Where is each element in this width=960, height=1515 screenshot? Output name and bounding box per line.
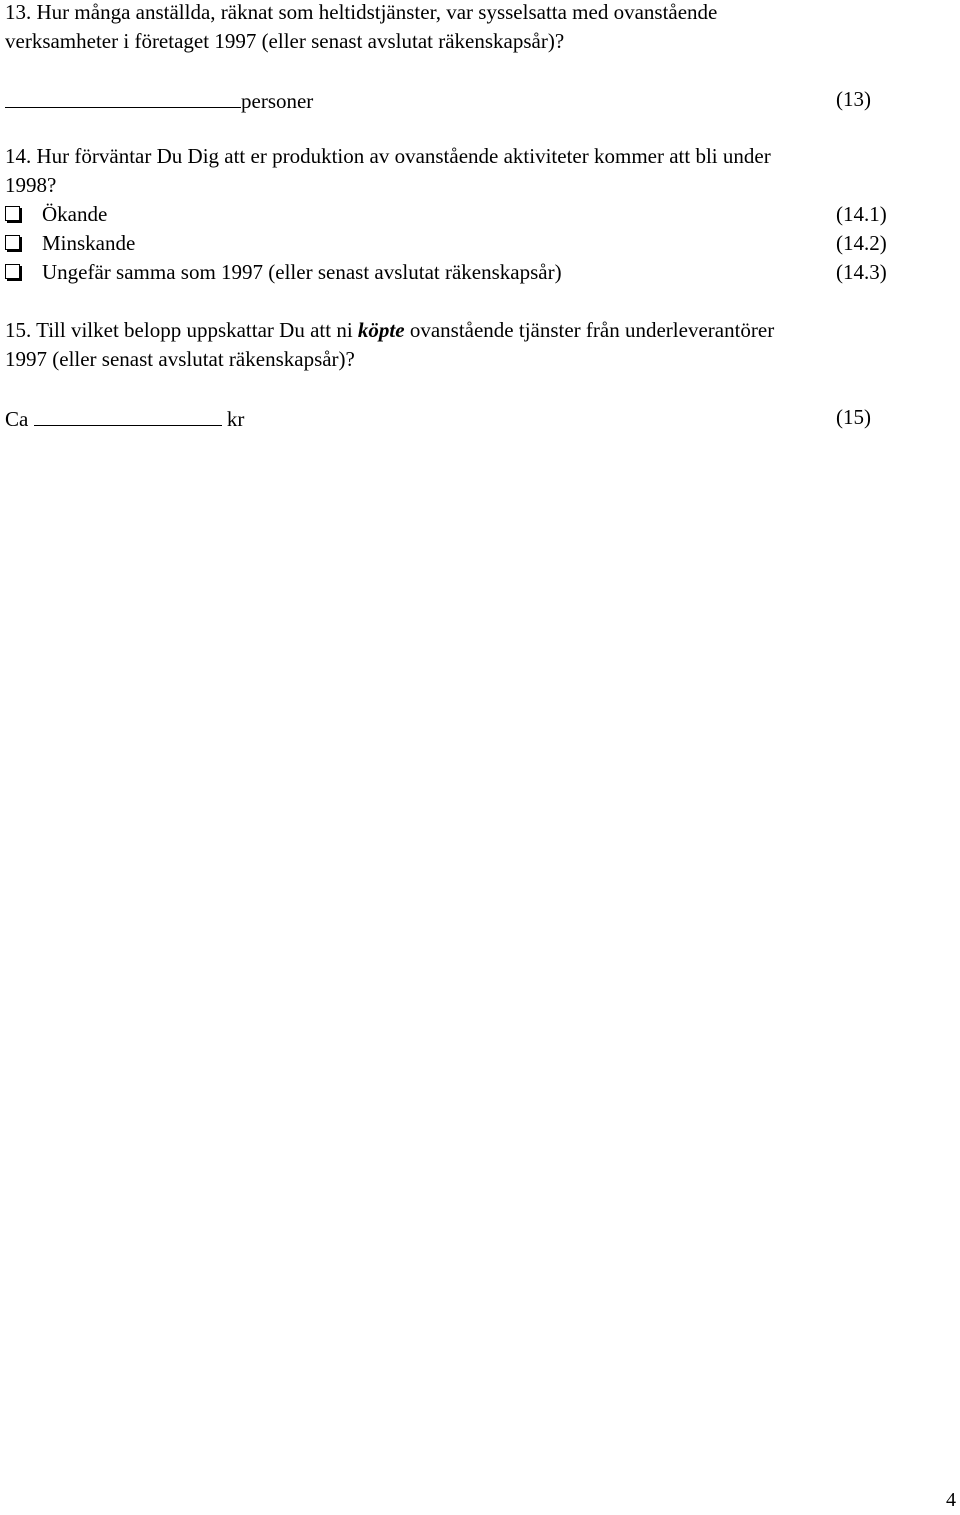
q14-option-1-code: (14.1) bbox=[836, 202, 887, 226]
q14-text-line1: 14. Hur förväntar Du Dig att er produktion av ovanstående aktiviteter kommer att bli under bbox=[5, 144, 771, 168]
q15-answer-field[interactable] bbox=[34, 403, 222, 426]
q15-answer-row bbox=[5, 403, 244, 434]
q15-text-line1 bbox=[5, 316, 774, 345]
q13-answer-row bbox=[5, 85, 313, 116]
q15-text-line2: 1997 (eller senast avslutat räkenskapsår)? bbox=[5, 347, 355, 371]
q14-text-line2: 1998? bbox=[5, 173, 57, 197]
q14-option-1-label: Ökande bbox=[42, 202, 108, 226]
q14-option-1-checkbox[interactable] bbox=[5, 206, 20, 221]
q13-code: (13) bbox=[836, 87, 871, 111]
q13-text-line2: verksamheter i företaget 1997 (eller senast avslutat räkenskapsår)? bbox=[5, 29, 565, 53]
q15-text-pre: 15. Till vilket belopp uppskattar Du att ni bbox=[5, 318, 358, 342]
q14-option-3-checkbox[interactable] bbox=[5, 264, 20, 279]
page-number: 4 bbox=[946, 1489, 956, 1511]
q15-text-post: ovanstående tjänster från underleverantörer bbox=[404, 318, 775, 342]
q14-option-2-label: Minskande bbox=[42, 231, 136, 255]
q13-text-line1: 13. Hur många anställda, räknat som heltidstjänster, var sysselsatta med ovanstående bbox=[5, 0, 718, 24]
q14-option-3-code: (14.3) bbox=[836, 260, 887, 284]
q13-answer-field[interactable] bbox=[5, 85, 241, 108]
q15-text-emphasis: köpte bbox=[357, 318, 405, 342]
q14-option-3-label: Ungefär samma som 1997 (eller senast avslutat räkenskapsår) bbox=[42, 260, 562, 284]
q14-option-2-checkbox[interactable] bbox=[5, 235, 20, 250]
q15-prefix: Ca bbox=[5, 407, 29, 431]
q15-unit: kr bbox=[226, 407, 245, 431]
q14-option-2-code: (14.2) bbox=[836, 231, 887, 255]
q15-code: (15) bbox=[836, 405, 871, 429]
q13-unit: personer bbox=[241, 89, 314, 113]
